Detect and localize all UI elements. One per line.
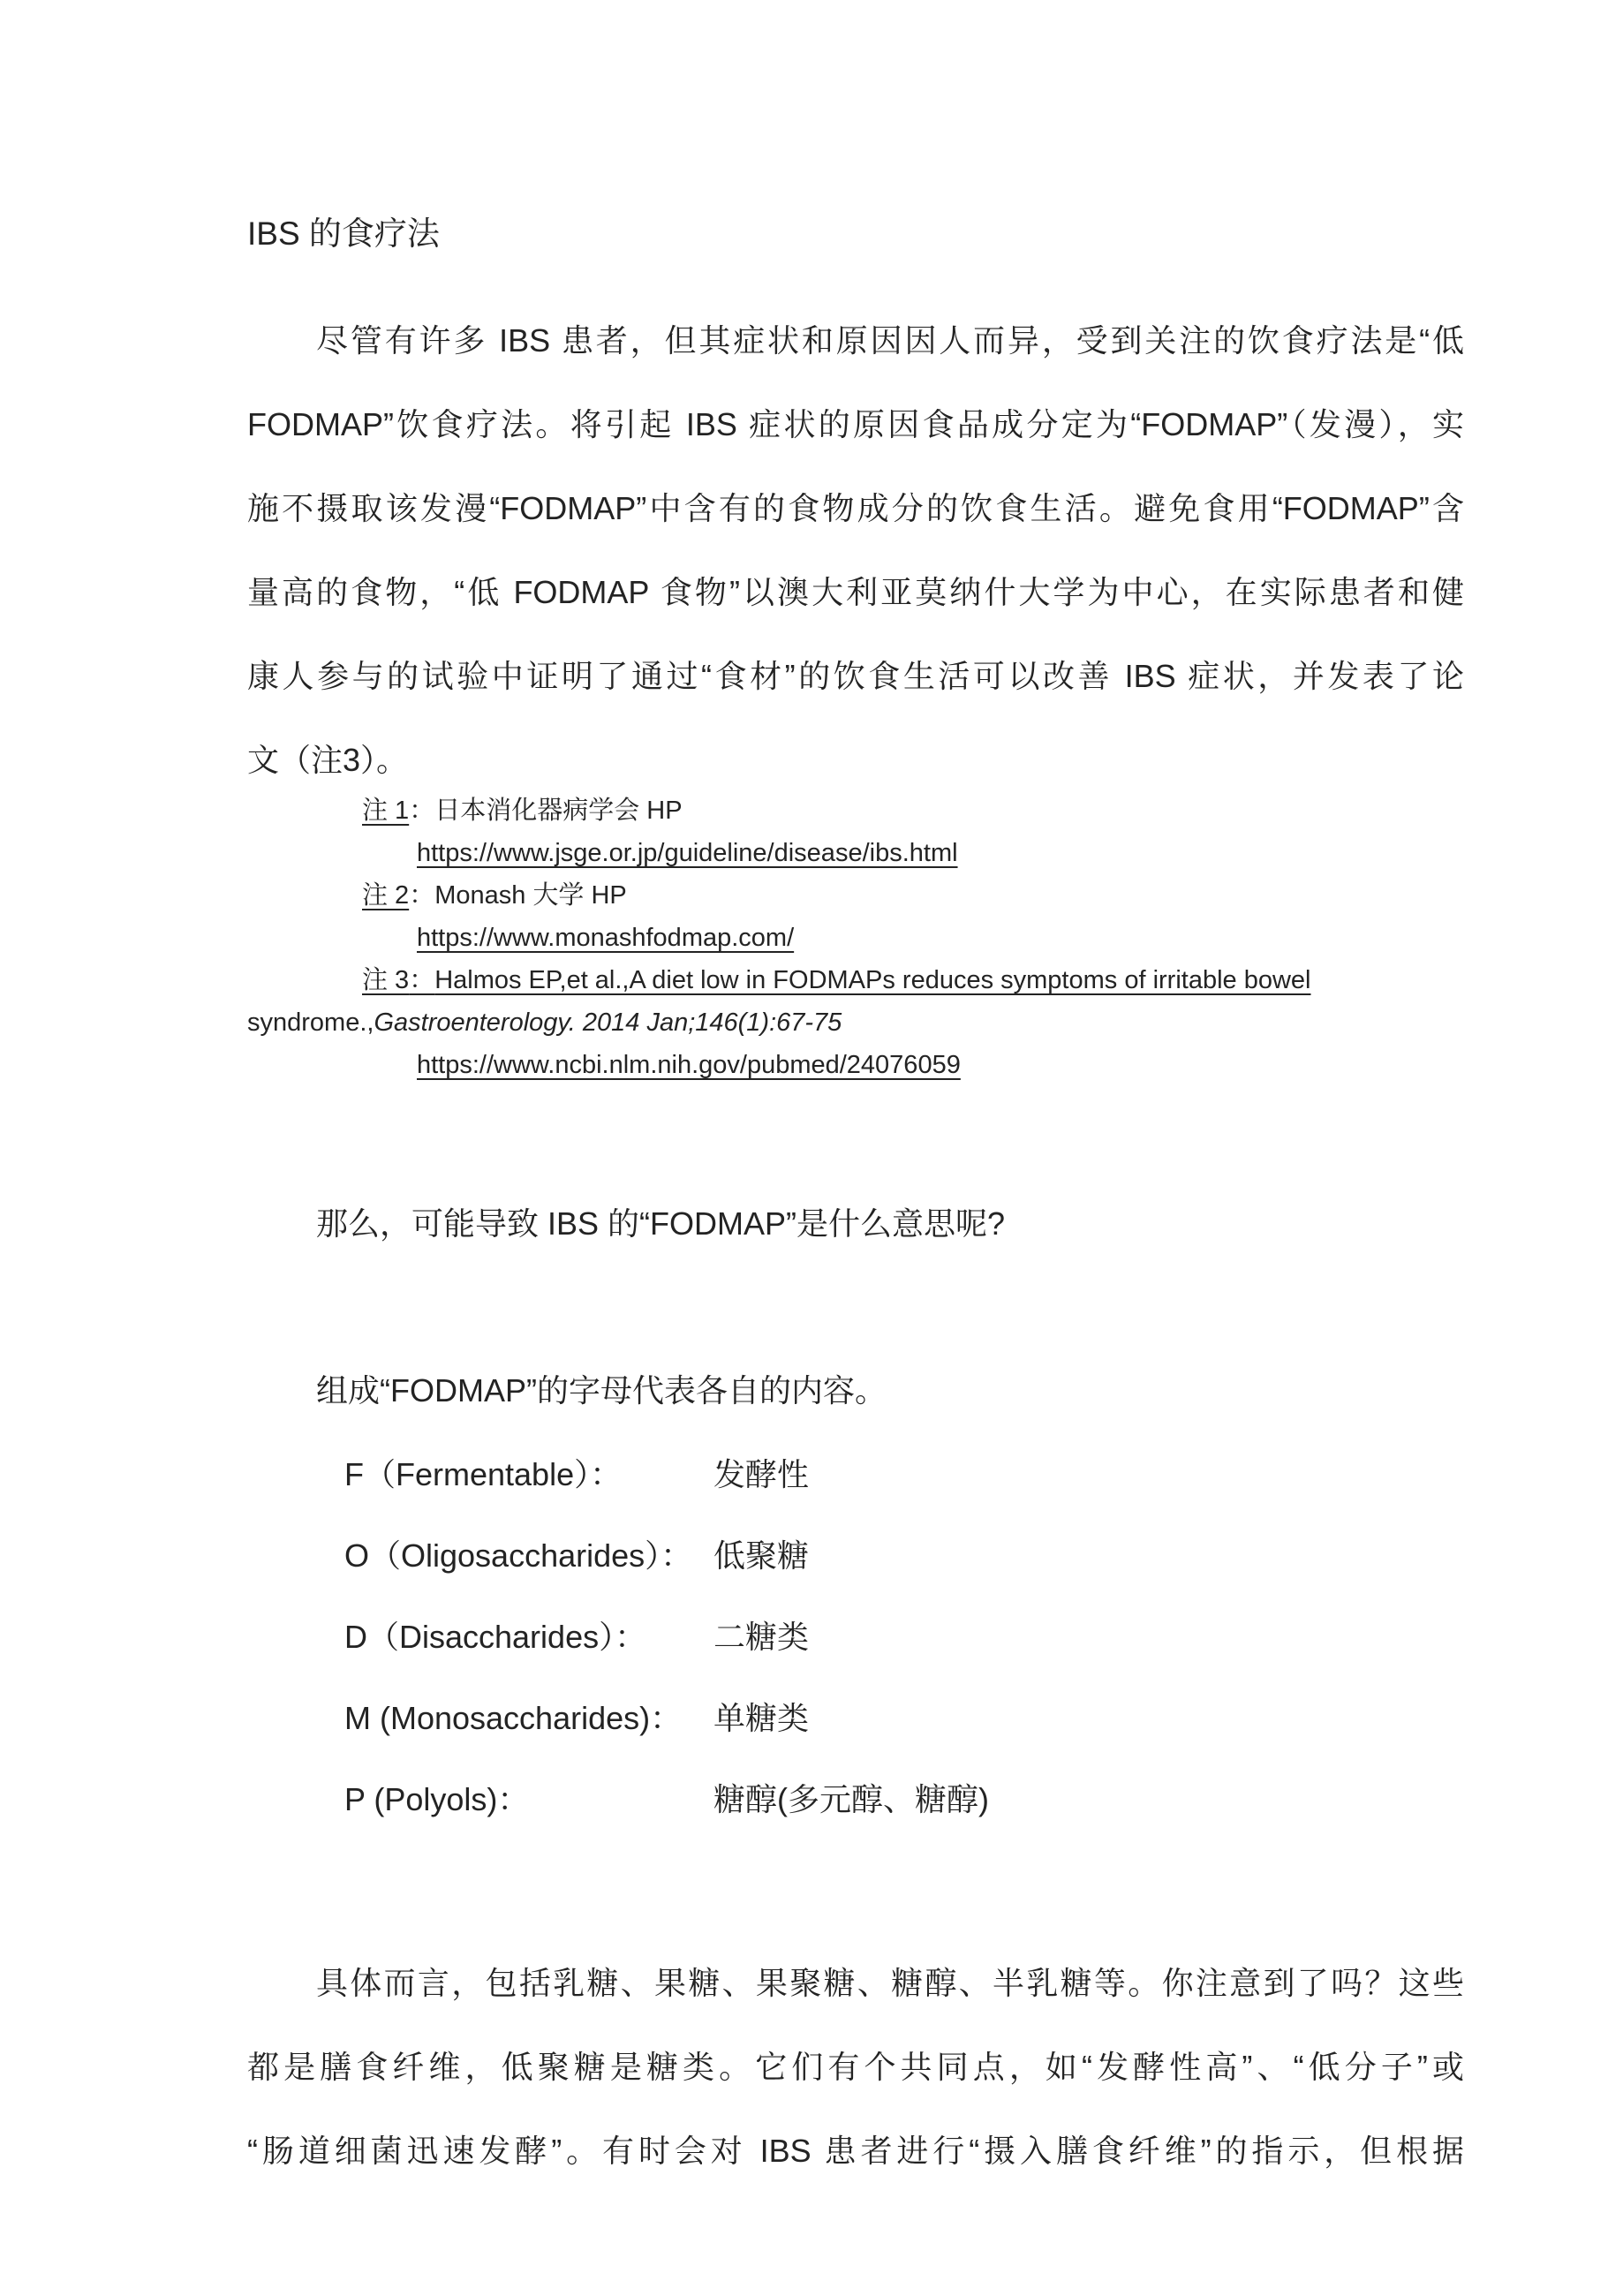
fodmap-letter-label: F（Fermentable）： bbox=[344, 1456, 623, 1492]
fodmap-letter-list bbox=[247, 1434, 1464, 1840]
page-title: IBS 的食疗法 bbox=[247, 215, 440, 252]
footnote-1-link[interactable]: https://www.jsge.or.jp/guideline/disease/ibs.html bbox=[417, 839, 958, 867]
paragraph-line: 都是膳食纤维，低聚糖是糖类。它们有个共同点，如“发酵性高”、“低分子”或 bbox=[247, 2049, 1464, 2085]
footnote-1 bbox=[247, 789, 1464, 832]
fodmap-letter-label: D（Disaccharides）： bbox=[344, 1619, 647, 1655]
footnote-colon: ： bbox=[409, 797, 435, 825]
footnote-2-link[interactable]: https://www.monashfodmap.com/ bbox=[417, 924, 795, 952]
footnote-colon: ： bbox=[409, 881, 435, 910]
fodmap-item-f bbox=[247, 1434, 1464, 1515]
footnote-2 bbox=[247, 874, 1464, 917]
paragraph-line: FODMAP”饮食疗法。将引起 IBS 症状的原因食品成分定为“FODMAP”（发漫），实 bbox=[247, 406, 1464, 442]
paragraph-fodmap-examples bbox=[247, 1941, 1464, 2193]
paragraph-line: 量高的食物，“低 FODMAP 食物”以澳大利亚莫纳什大学为中心，在实际患者和健 bbox=[247, 574, 1464, 610]
paragraph-line: 文（注3）。 bbox=[247, 742, 409, 778]
footnote-2-label: 注 2 bbox=[362, 881, 410, 910]
fodmap-letter-label: O（Oligosaccharides）： bbox=[344, 1537, 693, 1574]
fodmap-intro-text: 组成“FODMAP”的字母代表各自的内容。 bbox=[316, 1372, 887, 1409]
footnote-3-reference-continuation: syndrome., bbox=[247, 1008, 374, 1037]
footnote-3-label: 注 3 bbox=[362, 966, 410, 994]
question-text: 那么，可能导致 IBS 的“FODMAP”是什么意思呢? bbox=[316, 1205, 1006, 1242]
fodmap-item-d bbox=[247, 1597, 1464, 1678]
paragraph-line: “肠道细菌迅速发酵”。有时会对 IBS 患者进行“摄入膳食纤维”的指示，但根据 bbox=[247, 2133, 1464, 2169]
fodmap-letter-label: M (Monosaccharides)： bbox=[344, 1700, 683, 1736]
fodmap-letter-label: P (Polyols)： bbox=[344, 1781, 530, 1817]
footnotes-block bbox=[247, 789, 1464, 1086]
footnote-3-line1 bbox=[247, 959, 1464, 1001]
footnote-2-text: Monash 大学 HP bbox=[434, 881, 627, 910]
paragraph-line: 具体而言，包括乳糖、果糖、果聚糖、糖醇、半乳糖等。你注意到了吗？这些 bbox=[316, 1965, 1464, 2001]
footnote-3-url-line bbox=[247, 1044, 1464, 1086]
footnote-3-reference-text: Halmos EP,et al.,A diet low in FODMAPs reduces symptoms of irritable bowel bbox=[434, 966, 1311, 994]
fodmap-definition: 单糖类 bbox=[713, 1700, 810, 1736]
footnote-1-label: 注 1 bbox=[362, 797, 410, 825]
fodmap-item-o bbox=[247, 1515, 1464, 1597]
fodmap-definition: 发酵性 bbox=[713, 1456, 810, 1492]
paragraph-line: 康人参与的试验中证明了通过“食材”的饮食生活可以改善 IBS 症状，并发表了论 bbox=[247, 658, 1464, 694]
fodmap-definition: 二糖类 bbox=[713, 1619, 810, 1655]
footnote-3-journal-citation: Gastroenterology. 2014 Jan;146(1):67-75 bbox=[374, 1008, 842, 1037]
fodmap-item-p bbox=[247, 1759, 1464, 1840]
fodmap-definition: 糖醇(多元醇、糖醇) bbox=[713, 1781, 989, 1817]
fodmap-definition: 低聚糖 bbox=[713, 1537, 810, 1574]
footnote-2-url-line bbox=[247, 917, 1464, 959]
paragraph-fodmap-overview bbox=[247, 298, 1464, 802]
fodmap-item-m bbox=[247, 1678, 1464, 1759]
footnote-3-line2 bbox=[247, 1001, 1464, 1044]
footnote-colon: ： bbox=[409, 966, 435, 994]
paragraph-line: 施不摄取该发漫“FODMAP”中含有的食物成分的饮食生活。避免食用“FODMAP”含 bbox=[247, 490, 1464, 526]
footnote-3-link[interactable]: https://www.ncbi.nlm.nih.gov/pubmed/24076059 bbox=[417, 1051, 961, 1079]
footnote-1-text: 日本消化器病学会 HP bbox=[434, 797, 683, 825]
footnote-1-url-line bbox=[247, 832, 1464, 874]
paragraph-line: 尽管有许多 IBS 患者，但其症状和原因因人而异，受到关注的饮食疗法是“低 bbox=[316, 322, 1464, 359]
